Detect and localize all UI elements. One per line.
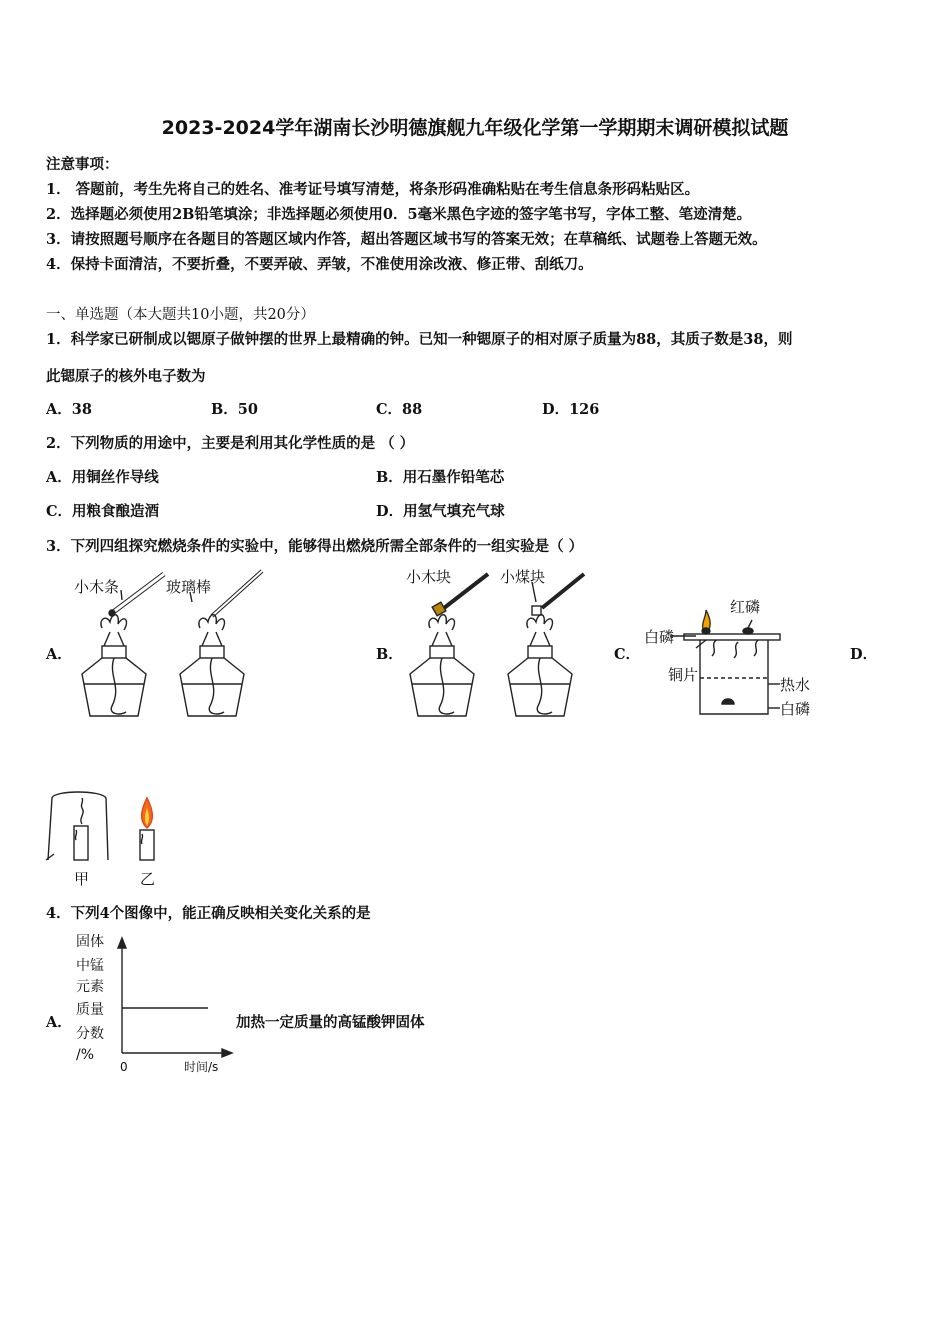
q3-option-b: B． xyxy=(376,646,403,663)
q1-option-c: C．88 xyxy=(376,401,423,418)
y-label-line: /% xyxy=(76,1047,95,1063)
label-glass-rod: 玻璃棒 xyxy=(166,578,212,596)
origin-label: 0 xyxy=(120,1060,128,1074)
label-yi: 乙 xyxy=(140,870,156,888)
label-white-phosphorus-bottom: 白磷 xyxy=(780,700,811,718)
x-axis-arrow-icon xyxy=(222,1049,232,1057)
q2-option-b: B．用石墨作铅笔芯 xyxy=(376,469,505,486)
label-coal-block: 小煤块 xyxy=(500,568,546,586)
label-white-phosphorus-top: 白磷 xyxy=(644,628,675,646)
q3-option-c: C． xyxy=(614,646,641,663)
q2-option-d: D．用氢气填充气球 xyxy=(376,503,505,520)
q1-option-b: B．50 xyxy=(211,401,258,418)
q3-figure-a xyxy=(72,566,272,721)
label-jia: 甲 xyxy=(74,870,90,888)
q4-option-a: A． xyxy=(46,1014,72,1031)
q4-stem: 4．下列4个图像中，能正确反映相关变化关系的是 xyxy=(46,905,371,922)
x-axis-label: 时间/s xyxy=(184,1060,219,1074)
y-label-line: 质量 xyxy=(76,1002,104,1018)
q3-stem: 3．下列四组探究燃烧条件的实验中，能够得出燃烧所需全部条件的一组实验是（ ） xyxy=(46,538,584,555)
q2-option-a: A．用铜丝作导线 xyxy=(46,469,159,486)
page-title: 2023-2024学年湖南长沙明德旗舰九年级化学第一学期期末调研模拟试题 xyxy=(161,117,789,139)
q1-stem-line1: 1．科学家已研制成以锶原子做钟摆的世界上最精确的钟。已知一种锶原子的相对原子质量为88，其质子数是38，则 xyxy=(46,331,793,348)
notice-item: 4．保持卡面清洁，不要折叠，不要弄破、弄皱，不准使用涂改液、修正带、刮纸刀。 xyxy=(46,256,593,273)
q2-option-c: C．用粮食酿造酒 xyxy=(46,503,160,520)
q1-option-d: D．126 xyxy=(542,401,600,418)
notice-item: 3．请按照题号顺序在各题目的答题区域内作答，超出答题区域书写的答案无效；在草稿纸、试题卷上答题无效。 xyxy=(46,231,767,248)
q3-option-a: A． xyxy=(46,646,72,663)
label-red-phosphorus: 红磷 xyxy=(730,598,761,616)
y-label-line: 元素 xyxy=(76,979,104,995)
y-label-line: 分数 xyxy=(76,1026,104,1042)
q3-option-d: D． xyxy=(850,646,878,663)
y-label-line: 中锰 xyxy=(76,958,104,974)
q1-option-a: A．38 xyxy=(46,401,92,418)
section-heading: 一、单选题（本大题共10小题，共20分） xyxy=(46,307,315,323)
label-hot-water: 热水 xyxy=(780,676,811,694)
notice-item: 2．选择题必须使用2B铅笔填涂；非选择题必须使用0．5毫米黑色字迹的签字笔书写，字体工整、笔迹清楚。 xyxy=(46,206,752,223)
q4-graph-a xyxy=(72,928,237,1078)
y-axis-arrow-icon xyxy=(118,938,126,948)
q1-stem-line2: 此锶原子的核外电子数为 xyxy=(46,368,206,385)
q3-figure-d xyxy=(44,790,174,890)
label-copper-plate: 铜片 xyxy=(668,666,699,684)
q4-option-a-text: 加热一定质量的高锰酸钾固体 xyxy=(236,1014,425,1031)
q3-figure-b xyxy=(400,566,600,721)
q2-stem: 2．下列物质的用途中，主要是利用其化学性质的是 （ ） xyxy=(46,435,415,452)
notice-item: 1． 答题前，考生先将自己的姓名、准考证号填写清楚，将条形码准确粘贴在考生信息条形码粘贴区。 xyxy=(46,181,700,198)
label-small-stick: 小木条 xyxy=(74,578,120,596)
notice-heading: 注意事项： xyxy=(46,156,119,173)
label-wood-block: 小木块 xyxy=(406,568,452,586)
y-label-line: 固体 xyxy=(76,934,104,950)
q3-figure-c xyxy=(640,596,830,721)
